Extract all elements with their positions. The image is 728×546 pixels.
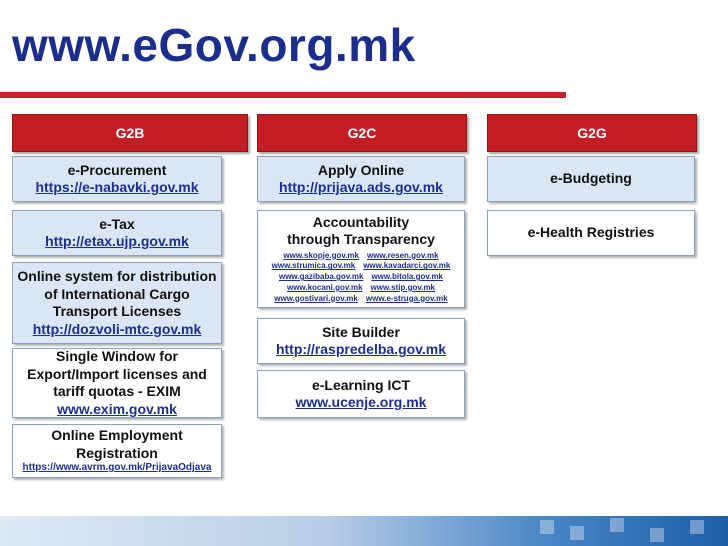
municipality-link[interactable]: www.stip.gov.mk	[370, 282, 435, 292]
municipality-link[interactable]: www.skopje.gov.mk	[283, 250, 359, 260]
column-header-g2g: G2G	[487, 114, 697, 152]
service-link[interactable]: https://www.avrm.gov.mk/PrijavaOdjava	[22, 462, 212, 474]
service-online-employment	[12, 424, 222, 478]
service-link[interactable]: http://dozvoli-mtc.gov.mk	[32, 320, 202, 337]
service-title-line: tariff quotas - EXIM	[53, 383, 181, 399]
service-title-line: Transport Licenses	[52, 303, 182, 319]
footer-decor-band	[0, 516, 728, 546]
service-title: e-Budgeting	[550, 170, 632, 187]
service-cargo-licenses	[12, 262, 222, 344]
service-e-tax	[12, 210, 222, 256]
service-e-budgeting	[487, 156, 695, 202]
municipality-link[interactable]: www.strumica.gov.mk	[271, 261, 356, 271]
service-exim-single-window	[12, 348, 222, 418]
municipality-link[interactable]: www.resen.gov.mk	[366, 250, 439, 260]
service-title-line: Registration	[76, 444, 158, 461]
service-e-procurement	[12, 156, 222, 202]
page-title: www.eGov.org.mk	[12, 19, 416, 71]
service-title: e-Procurement	[67, 161, 167, 178]
service-link[interactable]: http://etax.ujp.gov.mk	[45, 233, 189, 249]
municipality-link[interactable]: www.bitola.gov.mk	[371, 272, 443, 282]
municipality-link[interactable]: www.kavadarci.gov.mk	[363, 261, 451, 271]
service-title-line: Export/Import licenses and	[27, 365, 207, 382]
service-title: Apply Online	[317, 161, 405, 178]
service-link[interactable]: www.exim.gov.mk	[57, 400, 177, 417]
municipality-link[interactable]: www.gazibaba.gov.mk	[278, 272, 364, 282]
service-title-line: Online Employment	[51, 427, 183, 444]
service-link[interactable]: www.ucenje.org.mk	[295, 394, 427, 410]
service-accountability	[257, 210, 465, 308]
column-header-g2b: G2B	[12, 114, 248, 152]
service-link[interactable]: http://raspredelba.gov.mk	[275, 341, 447, 357]
service-title-line: Online system for distribution	[17, 268, 217, 284]
service-title-line: Single Window for	[56, 348, 178, 364]
municipality-links	[272, 251, 451, 305]
service-title-line: Accountability	[312, 213, 410, 230]
service-title: e-Learning ICT	[311, 376, 410, 393]
service-title: Site Builder	[322, 323, 400, 340]
service-title-line: of International Cargo	[44, 285, 190, 302]
municipality-link[interactable]: www.gostivari.gov.mk	[274, 293, 358, 303]
municipality-link[interactable]: www.e-struga.gov.mk	[365, 293, 448, 303]
service-link[interactable]: http://prijava.ads.gov.mk	[279, 179, 443, 195]
service-site-builder	[257, 318, 465, 364]
service-e-health-registries	[487, 210, 695, 256]
service-apply-online	[257, 156, 465, 202]
service-e-learning	[257, 370, 465, 418]
service-link[interactable]: https://e-nabavki.gov.mk	[35, 179, 199, 195]
title-divider	[0, 92, 566, 98]
service-title: e-Health Registries	[527, 224, 655, 241]
service-title-line: through Transparency	[287, 231, 435, 247]
service-title: e-Tax	[99, 215, 135, 232]
column-header-g2c: G2C	[257, 114, 467, 152]
municipality-link[interactable]: www.kocani.gov.mk	[286, 282, 363, 292]
